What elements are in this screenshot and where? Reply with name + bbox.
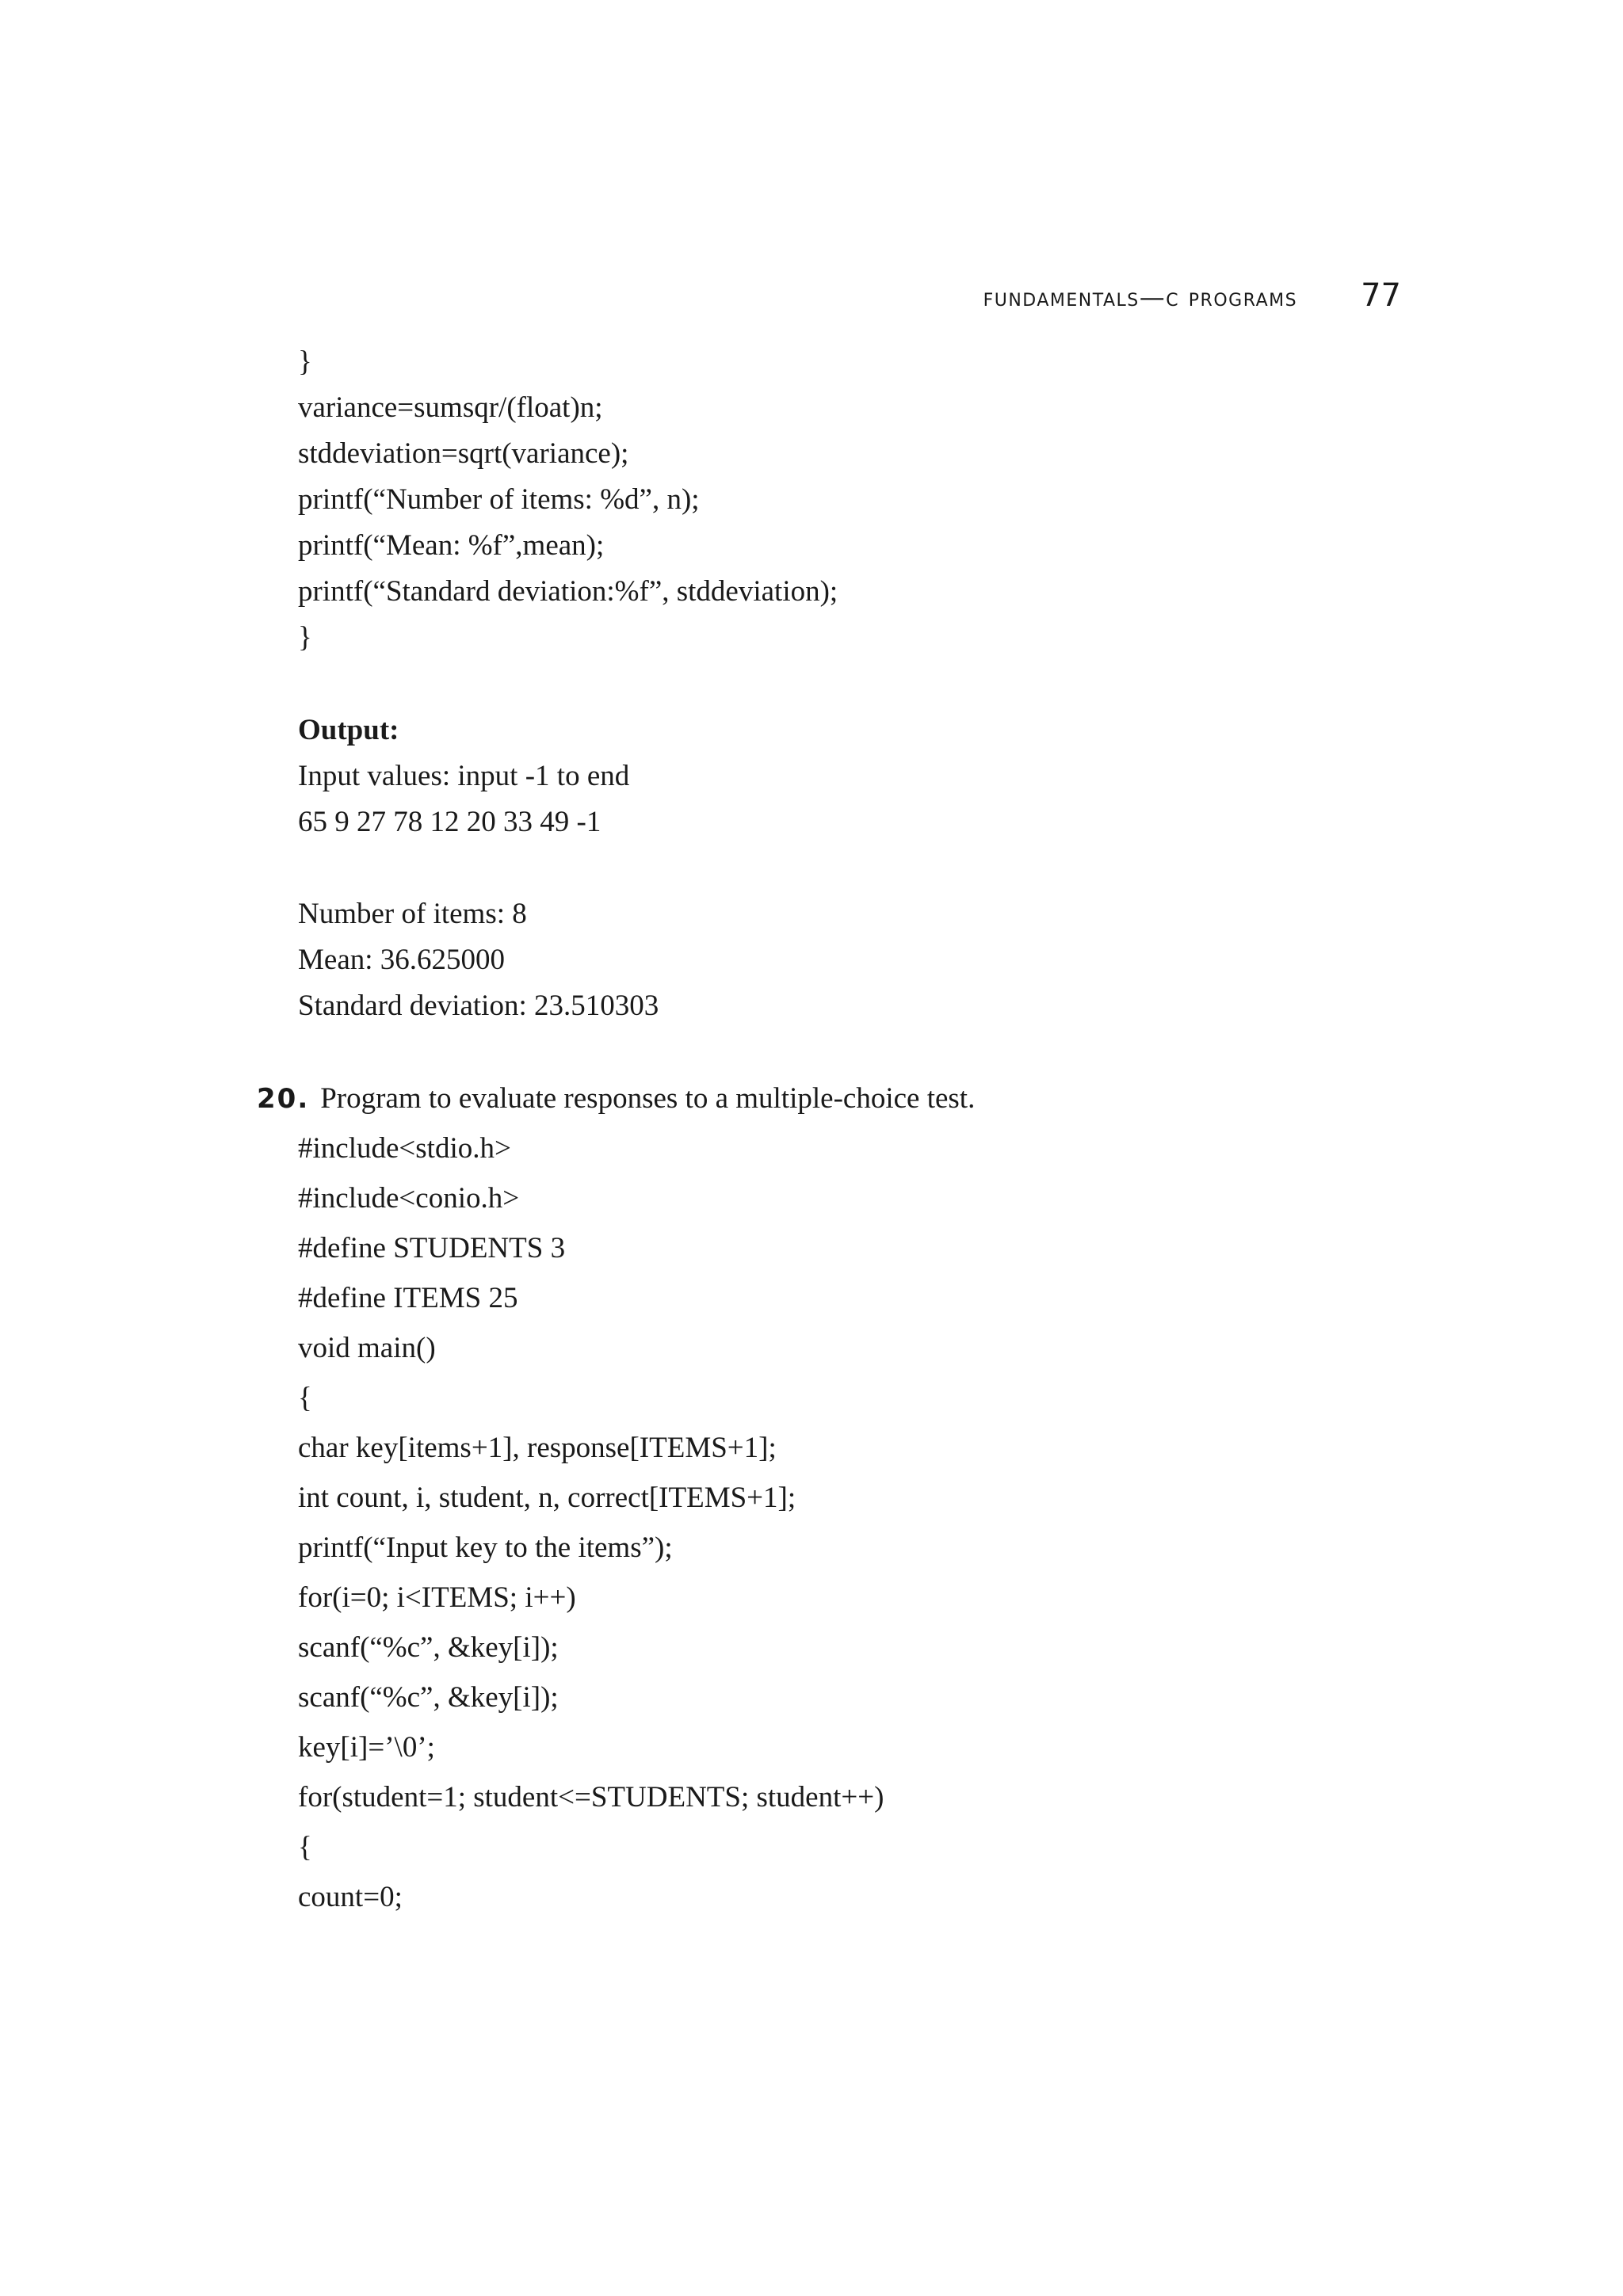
output-results — [298, 891, 659, 1029]
output-line: 65 9 27 78 12 20 33 49 -1 — [298, 806, 601, 838]
code-line: for(student=1; student<=STUDENTS; student++) — [298, 1781, 884, 1814]
code-line: printf(“Number of items: %d”, n); — [298, 483, 700, 516]
code-line: printf(“Standard deviation:%f”, stddeviation); — [298, 575, 838, 608]
code-block-previous — [298, 339, 838, 661]
code-line: char key[items+1], response[ITEMS+1]; — [298, 1432, 777, 1464]
code-line: variance=sumsqr/(float)n; — [298, 391, 603, 424]
code-line: key[i]=’\0’; — [298, 1731, 435, 1764]
code-line: { — [298, 1382, 312, 1414]
output-line: Input values: input -1 to end — [298, 760, 630, 792]
code-line: printf(“Mean: %f”,mean); — [298, 529, 605, 562]
code-line: for(i=0; i<ITEMS; i++) — [298, 1581, 576, 1614]
code-line: printf(“Input key to the items”); — [298, 1531, 673, 1564]
running-title: fundamentals—c programs — [983, 282, 1298, 312]
code-line: scanf(“%c”, &key[i]); — [298, 1631, 559, 1664]
code-line: count=0; — [298, 1881, 403, 1913]
output-section — [298, 707, 629, 845]
code-line: #define STUDENTS 3 — [298, 1232, 566, 1264]
code-line: void main() — [298, 1332, 436, 1364]
code-line: } — [298, 345, 312, 378]
code-line: { — [298, 1831, 312, 1863]
code-line: scanf(“%c”, &key[i]); — [298, 1681, 559, 1714]
result-line: Standard deviation: 23.510303 — [298, 990, 659, 1022]
code-line: stddeviation=sqrt(variance); — [298, 437, 629, 470]
code-line: #include<conio.h> — [298, 1182, 520, 1215]
item-heading — [257, 1076, 975, 1122]
program-code — [298, 1123, 884, 1922]
result-line: Number of items: 8 — [298, 898, 527, 930]
result-line: Mean: 36.625000 — [298, 944, 506, 976]
item-title: Program to evaluate responses to a multiple-choice test. — [320, 1082, 976, 1115]
item-number: 20. — [257, 1083, 310, 1115]
output-heading: Output: — [298, 714, 399, 746]
code-line: int count, i, student, n, correct[ITEMS+1]; — [298, 1482, 796, 1514]
code-line: #include<stdio.h> — [298, 1132, 511, 1165]
page-number: 77 — [1361, 277, 1401, 314]
code-line: } — [298, 621, 312, 654]
code-line: #define ITEMS 25 — [298, 1282, 518, 1314]
running-head — [983, 277, 1401, 314]
